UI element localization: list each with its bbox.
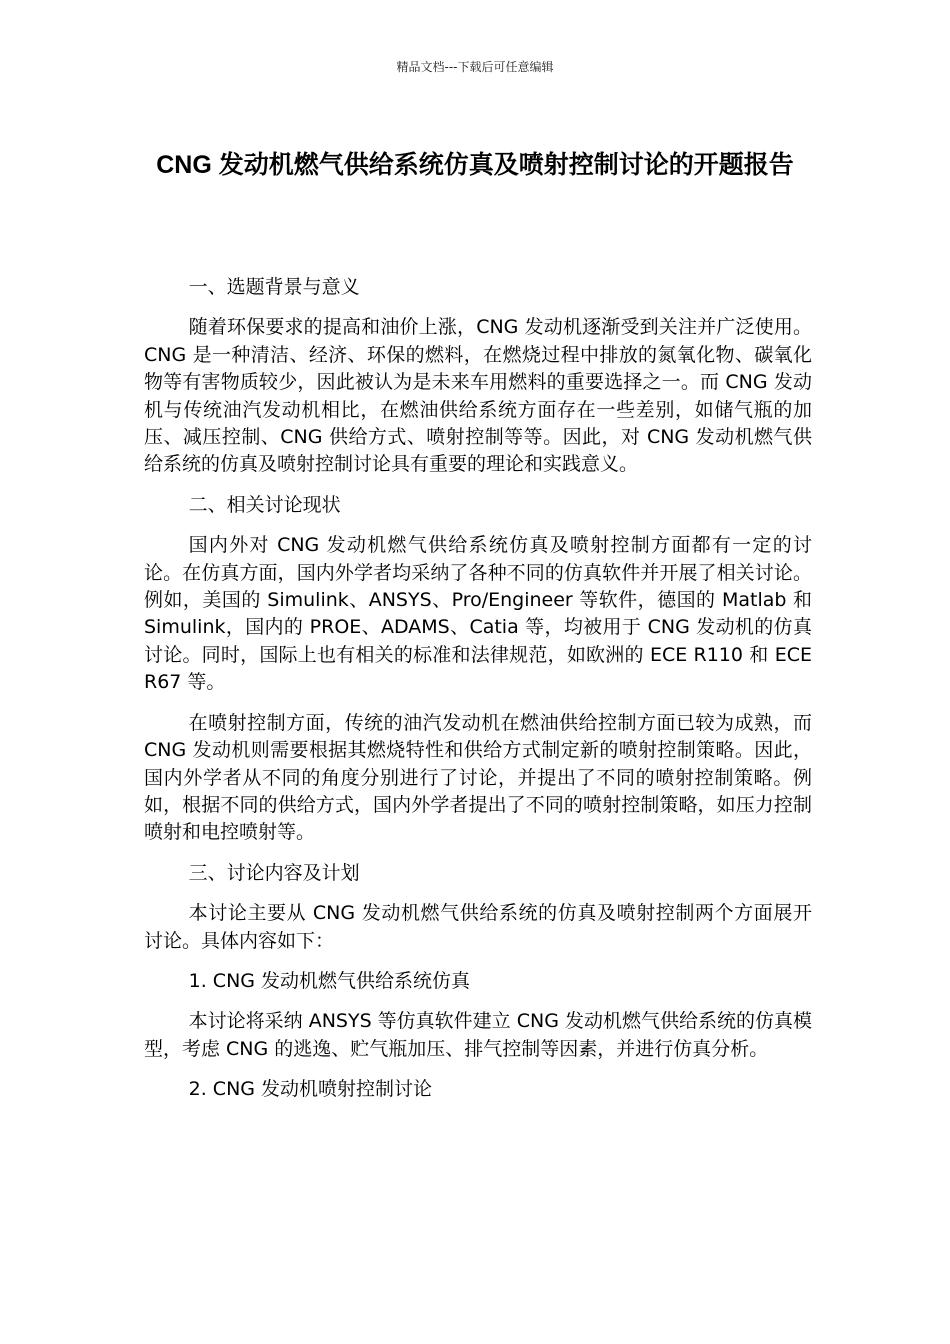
section-heading-status: 二、相关讨论现状 <box>188 493 341 516</box>
page-header: 精品文档---下载后可任意编辑 <box>396 60 554 74</box>
paragraph-content-intro: 本讨论主要从 CNG 发动机燃气供给系统的仿真及喷射控制两个方面展开讨论。具体内容如下： <box>144 902 812 952</box>
paragraph-status-simulation: 国内外对 CNG 发动机燃气供给系统仿真及喷射控制方面都有一定的讨论。在仿真方面，国内外学者均采纳了各种不同的仿真软件并开展了相关讨论。例如，美国的 Simulink、ANSYS、Pro/Engineer 等软件，德国的 Matlab 和 Simulink，国内的 PROE、ADAMS、Catia 等，均被用于 CNG 发动机的仿真讨论。同时，国际上也有相关的标准和法律规范，如欧洲的 ECE R110 和 ECE R67 等。 <box>144 534 812 694</box>
paragraph-background: 随着环保要求的提高和油价上涨，CNG 发动机逐渐受到关注并广泛使用。CNG 是一种清洁、经济、环保的燃料，在燃烧过程中排放的氮氧化物、碳氧化物等有害物质较少，因此被认为是未来车用燃料的重要选择之一。而 CNG 发动机与传统油汽发动机相比，在燃油供给系统方面存在一些差别，如储气瓶的加压、减压控制、CNG 供给方式、喷射控制等等。因此，对 CNG 发动机燃气供给系统的仿真及喷射控制讨论具有重要的理论和实践意义。 <box>144 316 812 476</box>
subheading-simulation: 1. CNG 发动机燃气供给系统仿真 <box>188 969 471 992</box>
paragraph-simulation-detail: 本讨论将采纳 ANSYS 等仿真软件建立 CNG 发动机燃气供给系统的仿真模型，考虑 CNG 的逃逸、贮气瓶加压、排气控制等因素，并进行仿真分析。 <box>144 1010 812 1060</box>
paragraph-status-injection: 在喷射控制方面，传统的油汽发动机在燃油供给控制方面已较为成熟，而 CNG 发动机则需要根据其燃烧特性和供给方式制定新的喷射控制策略。因此，国内外学者从不同的角度分别进行了讨论，并提出了不同的喷射控制策略。例如，根据不同的供给方式，国内外学者提出了不同的喷射控制策略，如压力控制喷射和电控喷射等。 <box>144 711 812 844</box>
document-title: CNG 发动机燃气供给系统仿真及喷射控制讨论的开题报告 <box>156 151 794 179</box>
document-body <box>144 274 812 1117</box>
subheading-injection-control: 2. CNG 发动机喷射控制讨论 <box>188 1078 433 1101</box>
section-heading-background: 一、选题背景与意义 <box>188 276 360 298</box>
section-heading-content: 三、讨论内容及计划 <box>188 861 360 884</box>
